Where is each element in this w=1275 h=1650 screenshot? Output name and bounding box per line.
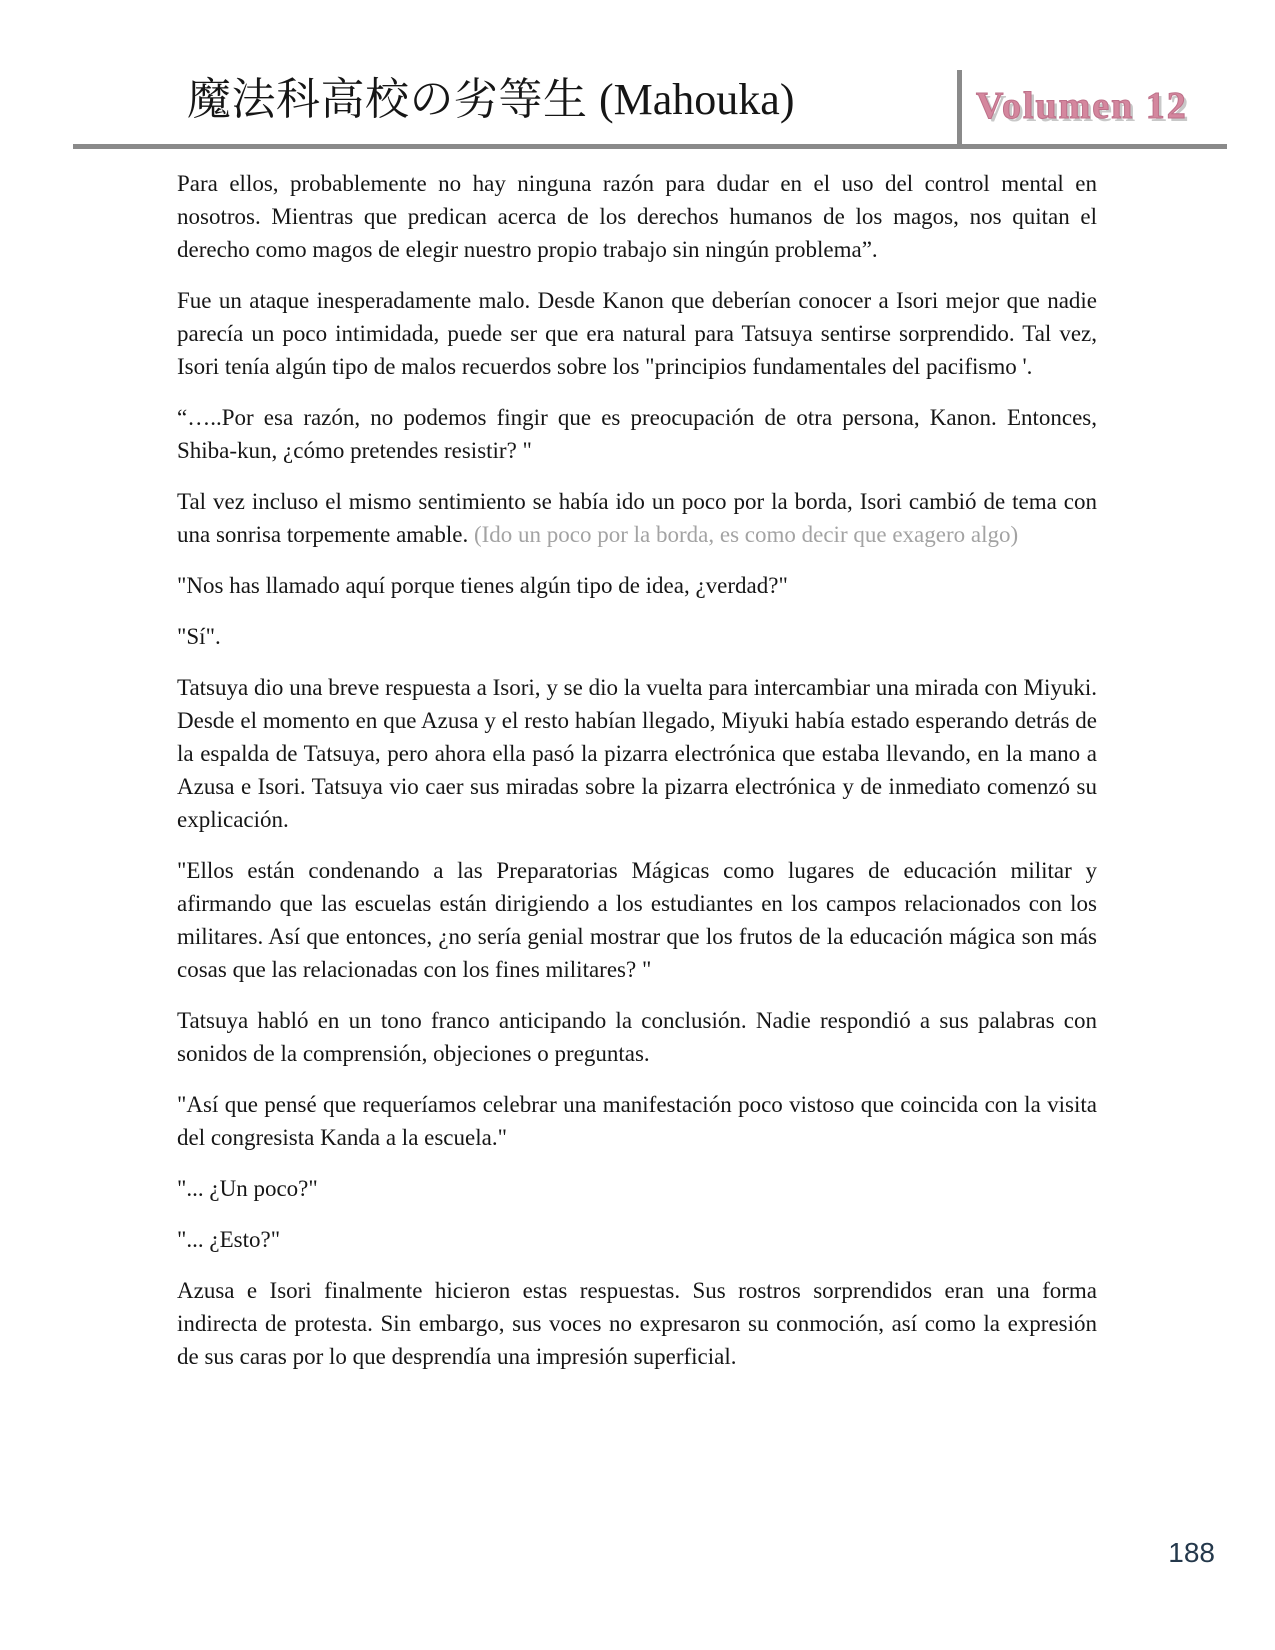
page-title (187, 76, 795, 124)
paragraph: "Así que pensé que requeríamos celebrar una manifestación poco vistoso que coincida con la visita del congresista Kanda a la escuela." (177, 1092, 1097, 1150)
volume-label: Volumen 12 (976, 85, 1188, 127)
page-header (73, 0, 1227, 149)
paragraph: "Sí". (177, 624, 221, 649)
paragraph: Tatsuya habló en un tono franco anticipando la conclusión. Nadie respondió a sus palabras con sonidos de la comprensión, objeciones o preguntas. (177, 1008, 1097, 1066)
paragraph: Azusa e Isori finalmente hicieron estas respuestas. Sus rostros sorprendidos eran una forma indirecta de protesta. Sin embargo, sus voces no expresaron su conmoción, así como la expresión de sus caras por lo que desprendía una impresión superficial. (177, 1278, 1097, 1369)
translator-note: (Ido un poco por la borda, es como decir que exagero algo) (473, 522, 1019, 547)
paragraph: "... ¿Esto?" (177, 1227, 281, 1252)
paragraph: "Ellos están condenando a las Preparatorias Mágicas como lugares de educación militar y afirmando que las escuelas están dirigiendo a los estudiantes en los campos relacionados con los militares. Así que entonces, ¿no sería genial mostrar que los frutos de la educación mágica son más cosas que las relacionadas con los fines militares? " (177, 858, 1097, 982)
paragraph: Tatsuya dio una breve respuesta a Isori, y se dio la vuelta para intercambiar una mirada con Miyuki. Desde el momento en que Azusa y el resto habían llegado, Miyuki había estado esperando detrás de la espalda de Tatsuya, pero ahora ella pasó la pizarra electrónica que estaba llevando, en la mano a Azusa e Isori. Tatsuya vio caer sus miradas sobre la pizarra electrónica y de inmediato comenzó su explicación. (177, 675, 1097, 832)
page-number: 188 (1168, 1537, 1215, 1568)
paragraph-text: Tal vez incluso el mismo sentimiento se había ido un poco por la borda, Isori cambió de tema con una sonrisa torpemente amable. (177, 489, 1097, 547)
header-divider (957, 70, 962, 144)
paragraph: "... ¿Un poco?" (177, 1176, 318, 1201)
paragraph: Para ellos, probablemente no hay ninguna razón para dudar en el uso del control mental en nosotros. Mientras que predican acerca de los derechos humanos de los magos, nos quitan el derecho como magos de elegir nuestro propio trabajo sin ningún problema”. (177, 171, 1097, 262)
page-body (177, 167, 1097, 1391)
paragraph: “…..Por esa razón, no podemos fingir que es preocupación de otra persona, Kanon. Entonces, Shiba-kun, ¿cómo pretendes resistir? " (177, 405, 1097, 463)
title-latin: (Mahouka) (599, 75, 795, 124)
paragraph: Fue un ataque inesperadamente malo. Desde Kanon que deberían conocer a Isori mejor que nadie parecía un poco intimidada, puede ser que era natural para Tatsuya sentirse sorprendido. Tal vez, Isori tenía algún tipo de malos recuerdos sobre los "principios fundamentales del pacifismo '. (177, 288, 1097, 379)
paragraph (177, 485, 1097, 551)
paragraph: "Nos has llamado aquí porque tienes algún tipo de idea, ¿verdad?" (177, 573, 788, 598)
title-japanese: 魔法科高校の劣等生 (187, 75, 588, 124)
